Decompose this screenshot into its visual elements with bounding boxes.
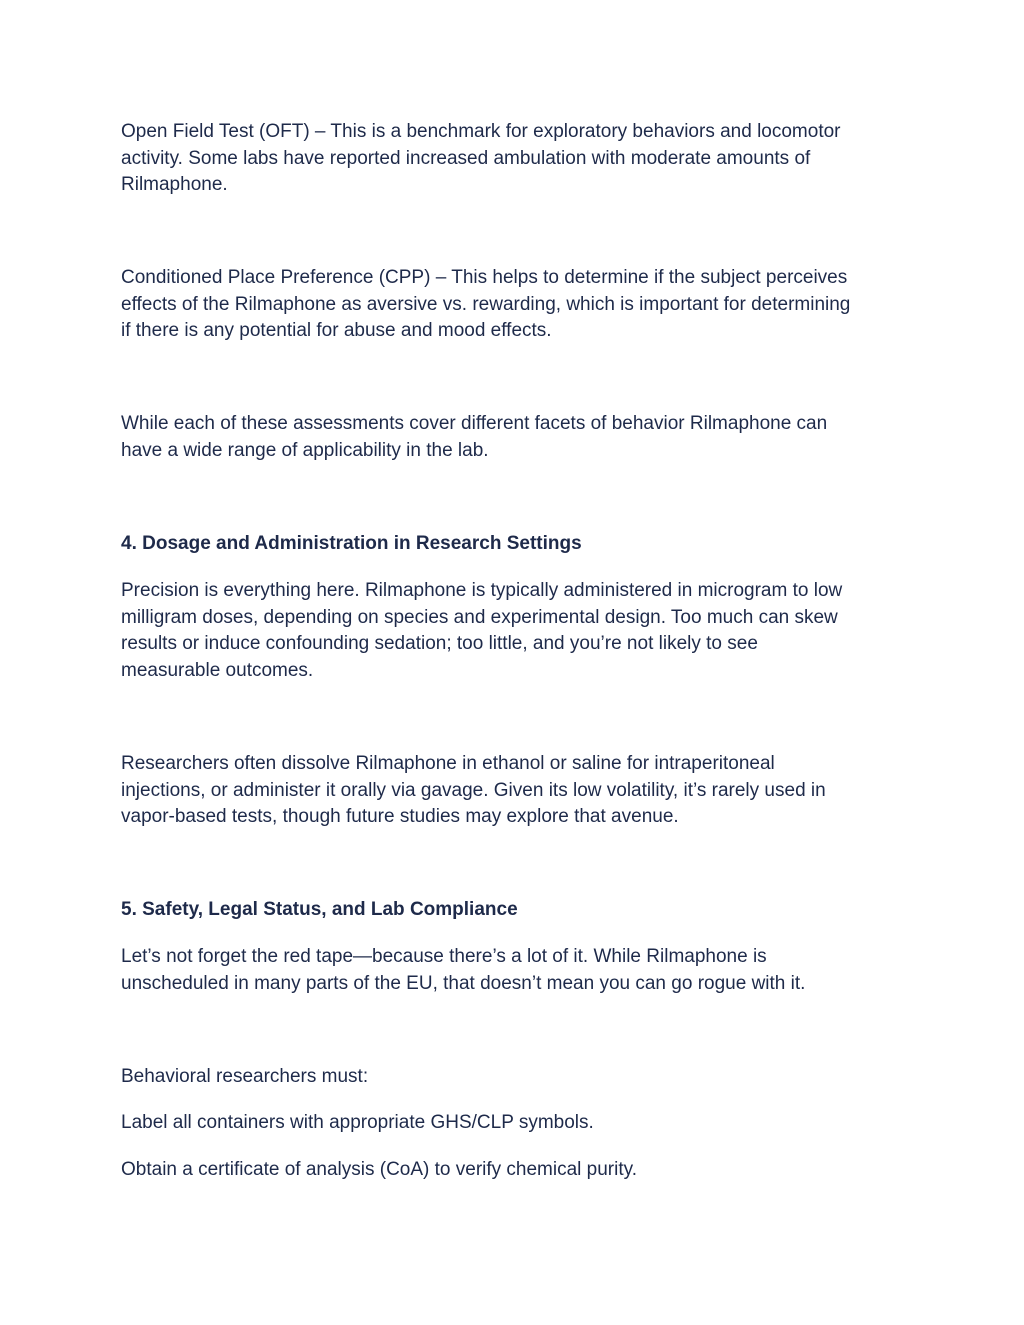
paragraph-researchers-must: Behavioral researchers must: [121,1066,369,1087]
paragraph-red-tape: Let’s not forget the red tape—because there’s a lot of it. While Rilmaphone is unscheduled in many parts of the EU, that doesn’t mean you can go rogue with it. [121,946,806,994]
paragraph-dosage-precision: Precision is everything here. Rilmaphone is typically administered in microgram to low milligram doses, depending on species and experimental design. Too much can skew results or induce confounding sedation; too little, and you’re not likely to see measurable outcomes. [121,580,843,681]
paragraph-dissolve-administration: Researchers often dissolve Rilmaphone in ethanol or saline for intraperitoneal injections, or administer it orally via gavage. Given its low volatility, it’s rarely used in vapor-based tests, though future studies may explore that avenue. [121,753,826,827]
heading-section-4: 4. Dosage and Administration in Research Settings [121,533,582,554]
paragraph-conditioned-place-preference: Conditioned Place Preference (CPP) – This helps to determine if the subject perceives effects of the Rilmaphone as aversive vs. rewarding, which is important for determining if there is any potential for abuse and mood effects. [121,267,851,341]
paragraph-open-field-test: Open Field Test (OFT) – This is a benchmark for exploratory behaviors and locomotor activity. Some labs have reported increased ambulation with moderate amounts of Rilmaphone. [121,121,841,195]
paragraph-assessment-facets: While each of these assessments cover different facets of behavior Rilmaphone can have a wide range of applicability in the lab. [121,413,828,461]
heading-section-5: 5. Safety, Legal Status, and Lab Compliance [121,899,518,920]
paragraph-label-containers: Label all containers with appropriate GHS/CLP symbols. [121,1112,594,1133]
paragraph-certificate-of-analysis: Obtain a certificate of analysis (CoA) to verify chemical purity. [121,1159,638,1180]
